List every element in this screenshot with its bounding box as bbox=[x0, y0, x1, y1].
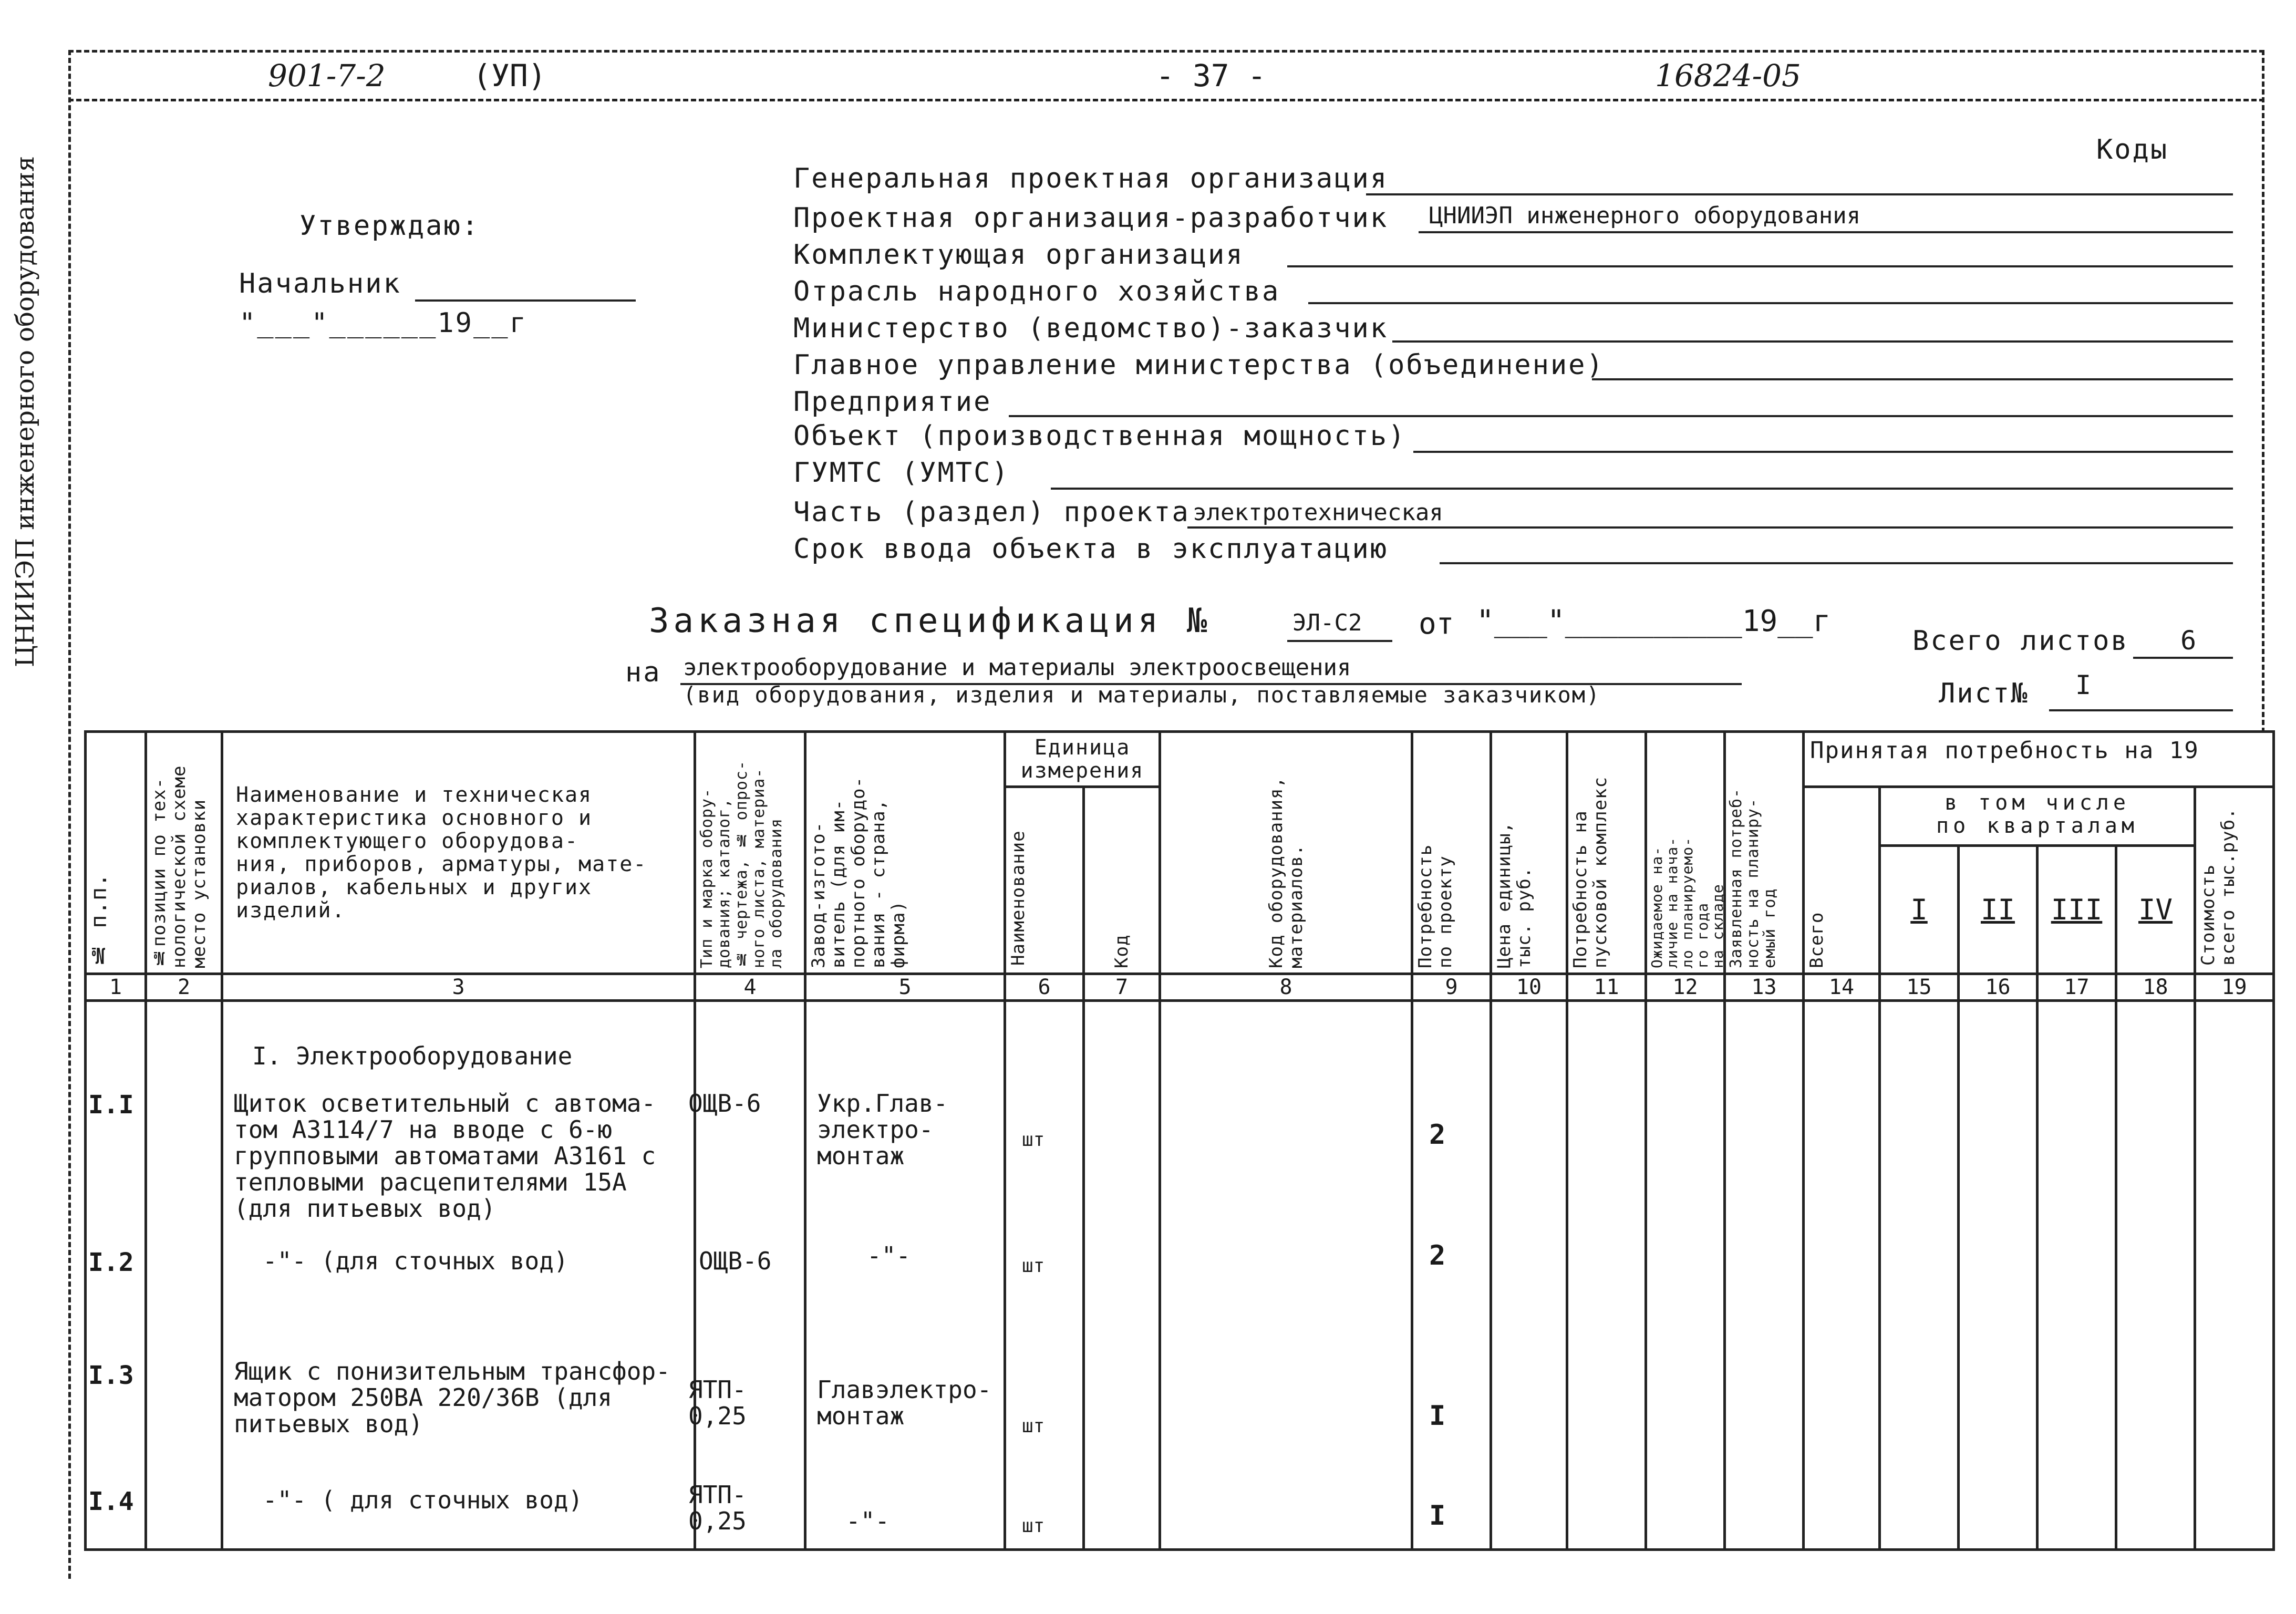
total-sheets-value: 6 bbox=[2180, 625, 2197, 656]
header-c13: Заявленная потреб- ность на планиру- емый год bbox=[1725, 732, 1804, 974]
col-number-cell: 9 bbox=[1412, 974, 1491, 1001]
org-field-developer-line bbox=[1419, 231, 2233, 233]
col-number-cell: 19 bbox=[2195, 974, 2274, 1001]
col-number-cell: 2 bbox=[146, 974, 222, 1001]
row-number: I.3 bbox=[88, 1361, 134, 1390]
header-c16: II bbox=[1959, 845, 2038, 974]
col-number-cell: 6 bbox=[1005, 974, 1084, 1001]
body-c4 bbox=[695, 1001, 805, 1550]
header-c14: Всего bbox=[1804, 787, 1880, 974]
org-field-supplier-line bbox=[1287, 265, 2233, 267]
col-number-cell: 5 bbox=[805, 974, 1005, 1001]
doc-edition: (УП) bbox=[473, 58, 546, 94]
org-field-main-directorate: Главное управление министерства (объединение) bbox=[793, 349, 1605, 381]
body-c5 bbox=[805, 1001, 1005, 1550]
org-field-project-part-value: электротехническая bbox=[1193, 499, 1443, 526]
header-c11: Потребность на пусковой комплекс bbox=[1567, 732, 1646, 974]
spec-from-label: от bbox=[1419, 607, 1454, 641]
org-field-general: Генеральная проектная организация bbox=[793, 163, 1389, 194]
header-c10: Цена единицы, тыс. руб. bbox=[1491, 732, 1567, 974]
row-maker: Укр.Глав- электро- монтаж bbox=[817, 1089, 948, 1170]
col-number-cell: 4 bbox=[695, 974, 805, 1001]
row-maker: -"- bbox=[846, 1507, 890, 1535]
col-number-cell: 15 bbox=[1880, 974, 1959, 1001]
header-c19: Стоимость всего тыс.руб. bbox=[2195, 787, 2274, 974]
body-c17 bbox=[2038, 1001, 2116, 1550]
org-field-developer: Проектная организация-разработчик bbox=[793, 202, 1389, 234]
codes-label: Коды bbox=[2096, 134, 2169, 165]
side-organization-label: ЦНИИЭП инженерного оборудования bbox=[11, 156, 40, 667]
body-c10 bbox=[1491, 1001, 1567, 1550]
frame-header-divider bbox=[68, 99, 2264, 101]
col-number-cell: 11 bbox=[1567, 974, 1646, 1001]
col-number-cell: 3 bbox=[222, 974, 695, 1001]
body-c2 bbox=[146, 1001, 222, 1550]
org-field-project-part: Часть (раздел) проекта bbox=[793, 496, 1190, 528]
row-number: I.I bbox=[88, 1090, 134, 1120]
body-c13 bbox=[1725, 1001, 1804, 1550]
body-c18 bbox=[2116, 1001, 2195, 1550]
header-c6: Наименование bbox=[1005, 787, 1084, 974]
spec-on-label: на bbox=[625, 657, 661, 688]
spec-subject: электрооборудование и материалы электроосвещения bbox=[683, 654, 1351, 681]
header-unit-group: Единица измерения bbox=[1005, 732, 1160, 787]
sheet-number-line bbox=[2049, 709, 2233, 711]
org-field-gumts-line bbox=[1051, 488, 2233, 490]
row-qty: I bbox=[1429, 1500, 1446, 1532]
row-maker: Главэлектро- монтаж bbox=[817, 1375, 992, 1430]
col-number-cell: 17 bbox=[2038, 974, 2116, 1001]
body-c9 bbox=[1412, 1001, 1491, 1550]
org-field-ministry: Министерство (ведомство)-заказчик bbox=[793, 313, 1389, 344]
approval-date: "___"______19__г bbox=[239, 307, 528, 339]
spec-date: "___"__________19__г bbox=[1476, 604, 1831, 638]
row-type: ЯТП- 0,25 bbox=[688, 1375, 747, 1430]
col-number-cell: 13 bbox=[1725, 974, 1804, 1001]
page-number: - 37 - bbox=[1156, 58, 1266, 94]
row-unit: шт bbox=[1022, 1255, 1045, 1277]
org-field-commissioning-line bbox=[1440, 562, 2233, 564]
body-c11 bbox=[1567, 1001, 1646, 1550]
frame-right bbox=[2262, 50, 2264, 733]
spec-subject-note: (вид оборудования, изделия и материалы, поставляемые заказчиком) bbox=[683, 682, 1601, 708]
header-c17: III bbox=[2038, 845, 2116, 974]
row-unit: шт bbox=[1022, 1415, 1045, 1437]
body-c12 bbox=[1646, 1001, 1725, 1550]
header-c12: Ожидаемое на- личие на нача- ло планируемо- го года на складе bbox=[1646, 732, 1725, 974]
org-field-developer-value: ЦНИИЭП инженерного оборудования bbox=[1429, 202, 1861, 229]
header-quarter-group: в том числе по кварталам bbox=[1880, 787, 2195, 846]
header-c8: Код оборудования, материалов. bbox=[1160, 732, 1412, 974]
col-number-cell: 14 bbox=[1804, 974, 1880, 1001]
sheet-label: Лист№ bbox=[1939, 678, 2029, 709]
header-accepted-group: Принятая потребность на 19 bbox=[1804, 732, 2274, 787]
row-qty: 2 bbox=[1429, 1119, 1446, 1151]
org-field-general-line bbox=[1366, 193, 2233, 195]
header-c18: IV bbox=[2116, 845, 2195, 974]
row-name: Щиток осветительный с автома- том А3114/7 на вводе с 6-ю групповыми автоматами А3161 с тепловыми расцепителями 15А (для питьевых вод) bbox=[234, 1089, 656, 1223]
row-qty: 2 bbox=[1429, 1240, 1446, 1271]
table-body-row bbox=[86, 1001, 2274, 1550]
org-field-main-directorate-line bbox=[1592, 378, 2233, 380]
org-field-enterprise: Предприятие bbox=[793, 386, 992, 418]
org-field-supplier: Комплектующая организация bbox=[793, 239, 1244, 271]
header-c9: Потребность по проекту bbox=[1412, 732, 1491, 974]
row-number: I.2 bbox=[88, 1248, 134, 1277]
column-number-row bbox=[86, 974, 2274, 1001]
row-type: ОЩВ-6 bbox=[699, 1247, 772, 1275]
body-c14 bbox=[1804, 1001, 1880, 1550]
row-number: I.4 bbox=[88, 1487, 134, 1516]
row-maker: -"- bbox=[867, 1241, 911, 1270]
org-field-commissioning: Срок ввода объекта в эксплуатацию bbox=[793, 533, 1389, 565]
body-c16 bbox=[1959, 1001, 2038, 1550]
frame-left bbox=[68, 50, 71, 1579]
header-c1: № п.п. bbox=[86, 732, 146, 974]
org-field-project-part-line bbox=[1187, 526, 2233, 529]
org-field-object-line bbox=[1413, 451, 2233, 453]
row-qty: I bbox=[1429, 1400, 1446, 1432]
header-c15: I bbox=[1880, 845, 1959, 974]
col-number-cell: 10 bbox=[1491, 974, 1567, 1001]
body-c8 bbox=[1160, 1001, 1412, 1550]
col-number-cell: 8 bbox=[1160, 974, 1412, 1001]
row-name: -"- ( для сточных вод) bbox=[263, 1486, 583, 1514]
doc-code: 901-7-2 bbox=[268, 58, 386, 94]
org-field-industry: Отрасль народного хозяйства bbox=[793, 276, 1280, 307]
section-title: I. Электрооборудование bbox=[252, 1042, 573, 1070]
body-c7 bbox=[1084, 1001, 1160, 1550]
row-type: ЯТП- 0,25 bbox=[688, 1481, 747, 1535]
body-c3 bbox=[222, 1001, 695, 1550]
header-c3: Наименование и техническая характеристика основного и комплектующего оборудова- ния, приборов, арматуры, мате- риалов, кабельных и других изделий. bbox=[222, 732, 695, 974]
table-header-row-1 bbox=[86, 732, 2274, 787]
spec-title: Заказная спецификация № bbox=[649, 602, 1212, 640]
row-type: ОЩВ-6 bbox=[688, 1089, 761, 1118]
org-field-industry-line bbox=[1308, 302, 2233, 304]
archive-number: 16824-05 bbox=[1655, 58, 1801, 94]
row-name: -"- (для сточных вод) bbox=[263, 1247, 568, 1275]
org-field-object: Объект (производственная мощность) bbox=[793, 420, 1406, 452]
col-number-cell: 7 bbox=[1084, 974, 1160, 1001]
row-unit: шт bbox=[1022, 1129, 1045, 1151]
approval-signature-line bbox=[415, 299, 636, 302]
total-sheets-label: Всего листов bbox=[1912, 625, 2129, 657]
col-number-cell: 16 bbox=[1959, 974, 2038, 1001]
col-number-cell: 12 bbox=[1646, 974, 1725, 1001]
total-sheets-line bbox=[2133, 657, 2233, 659]
header-c7: Код bbox=[1084, 787, 1160, 974]
col-number-cell: 18 bbox=[2116, 974, 2195, 1001]
org-field-ministry-line bbox=[1392, 340, 2233, 343]
header-c4: Тип и марка обору- дования; каталог, № чертежа, № опрос- ного листа, материа- ла оборудования bbox=[695, 732, 805, 974]
approval-title: Утверждаю: bbox=[299, 210, 480, 242]
body-c19 bbox=[2195, 1001, 2274, 1550]
col-number-cell: 1 bbox=[86, 974, 146, 1001]
spec-number: ЭЛ-С2 bbox=[1292, 609, 1362, 636]
header-c2: №позиции по тех- нологической схеме место установки bbox=[146, 732, 222, 974]
body-c15 bbox=[1880, 1001, 1959, 1550]
spec-number-line bbox=[1287, 640, 1392, 642]
sheet-number: I bbox=[2075, 670, 2092, 700]
approval-position: Начальник bbox=[239, 268, 401, 299]
org-field-gumts: ГУМТС (УМТС) bbox=[793, 457, 1010, 489]
header-c5: Завод-изгото- витель (для им- портного оборудо- вания - страна, фирма) bbox=[805, 732, 1005, 974]
row-name: Ящик с понизительным трансфор- матором 250ВА 220/36В (для питьевых вод) bbox=[234, 1357, 670, 1438]
frame-top bbox=[68, 50, 2264, 53]
org-field-enterprise-line bbox=[1009, 415, 2233, 417]
row-unit: шт bbox=[1022, 1515, 1045, 1537]
